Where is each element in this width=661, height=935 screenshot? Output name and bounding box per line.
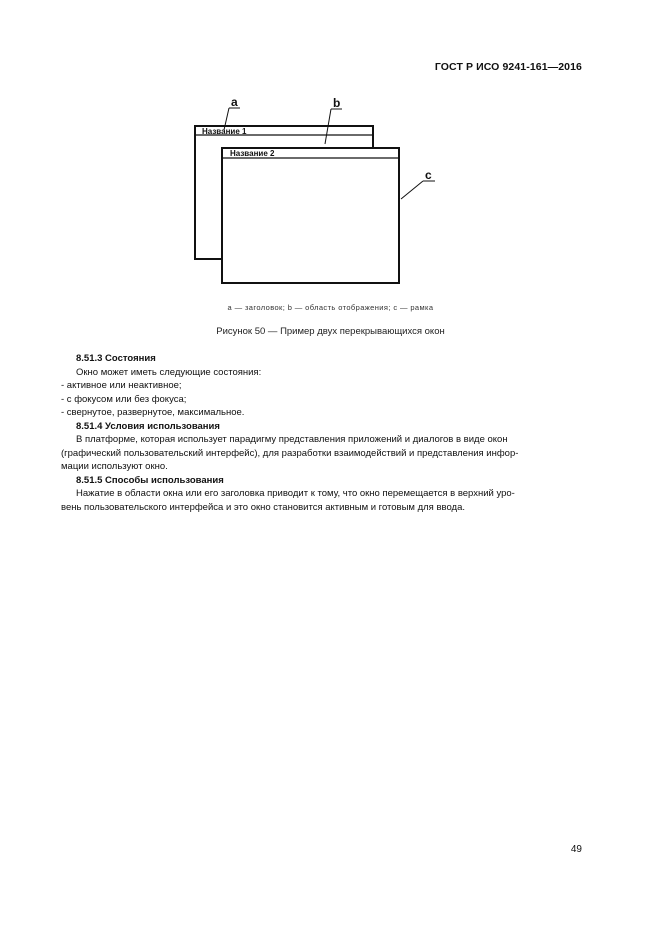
list-item: - с фокусом или без фокуса; xyxy=(61,393,187,405)
label-b: b xyxy=(333,96,341,110)
figure-caption: Рисунок 50 — Пример двух перекрывающихся окон xyxy=(216,326,445,337)
list-item: - активное или неактивное; xyxy=(61,380,182,391)
label-a: a xyxy=(231,95,238,109)
body-text xyxy=(61,352,581,514)
section-8-51-5-line-2: вень пользовательского интерфейса и это окно становится активным и готовым для ввода. xyxy=(61,501,465,513)
page-number: 49 xyxy=(570,844,582,855)
figure-legend: a — заголовок; b — область отображения; c — рамка xyxy=(227,303,434,312)
window-1-title: Название 1 xyxy=(202,127,247,136)
section-8-51-4-line-3: мации используют окно. xyxy=(61,461,168,472)
callout-a xyxy=(224,95,240,130)
section-8-51-5-line-1: Нажатие в области окна или его заголовка приводит к тому, что окно перемещается в верхний уро- xyxy=(76,488,515,499)
callout-c xyxy=(401,168,435,199)
section-8-51-3-heading: 8.51.3 Состояния xyxy=(76,353,156,364)
window-2-frame xyxy=(222,148,399,283)
window-2 xyxy=(222,148,399,283)
section-8-51-4-heading: 8.51.4 Условия использования xyxy=(76,420,220,432)
figure-overlapping-windows xyxy=(180,93,460,293)
window-2-title: Название 2 xyxy=(230,149,275,158)
list-item: - свернутое, развернутое, максимальное. xyxy=(61,407,245,418)
leader-line-c xyxy=(401,181,423,199)
section-8-51-4-line-2: (графический пользовательский интерфейс), для разработки взаимодействий и представления инфор- xyxy=(61,447,519,459)
section-8-51-4-line-1: В платформе, которая использует парадигму представления приложений и диалогов в виде окон xyxy=(76,434,508,445)
label-c: c xyxy=(425,168,432,182)
document-header: ГОСТ Р ИСО 9241-161—2016 xyxy=(434,61,582,73)
windows-diagram xyxy=(180,93,460,293)
section-8-51-3-intro: Окно может иметь следующие состояния: xyxy=(76,366,262,378)
section-8-51-5-heading: 8.51.5 Способы использования xyxy=(76,474,224,486)
